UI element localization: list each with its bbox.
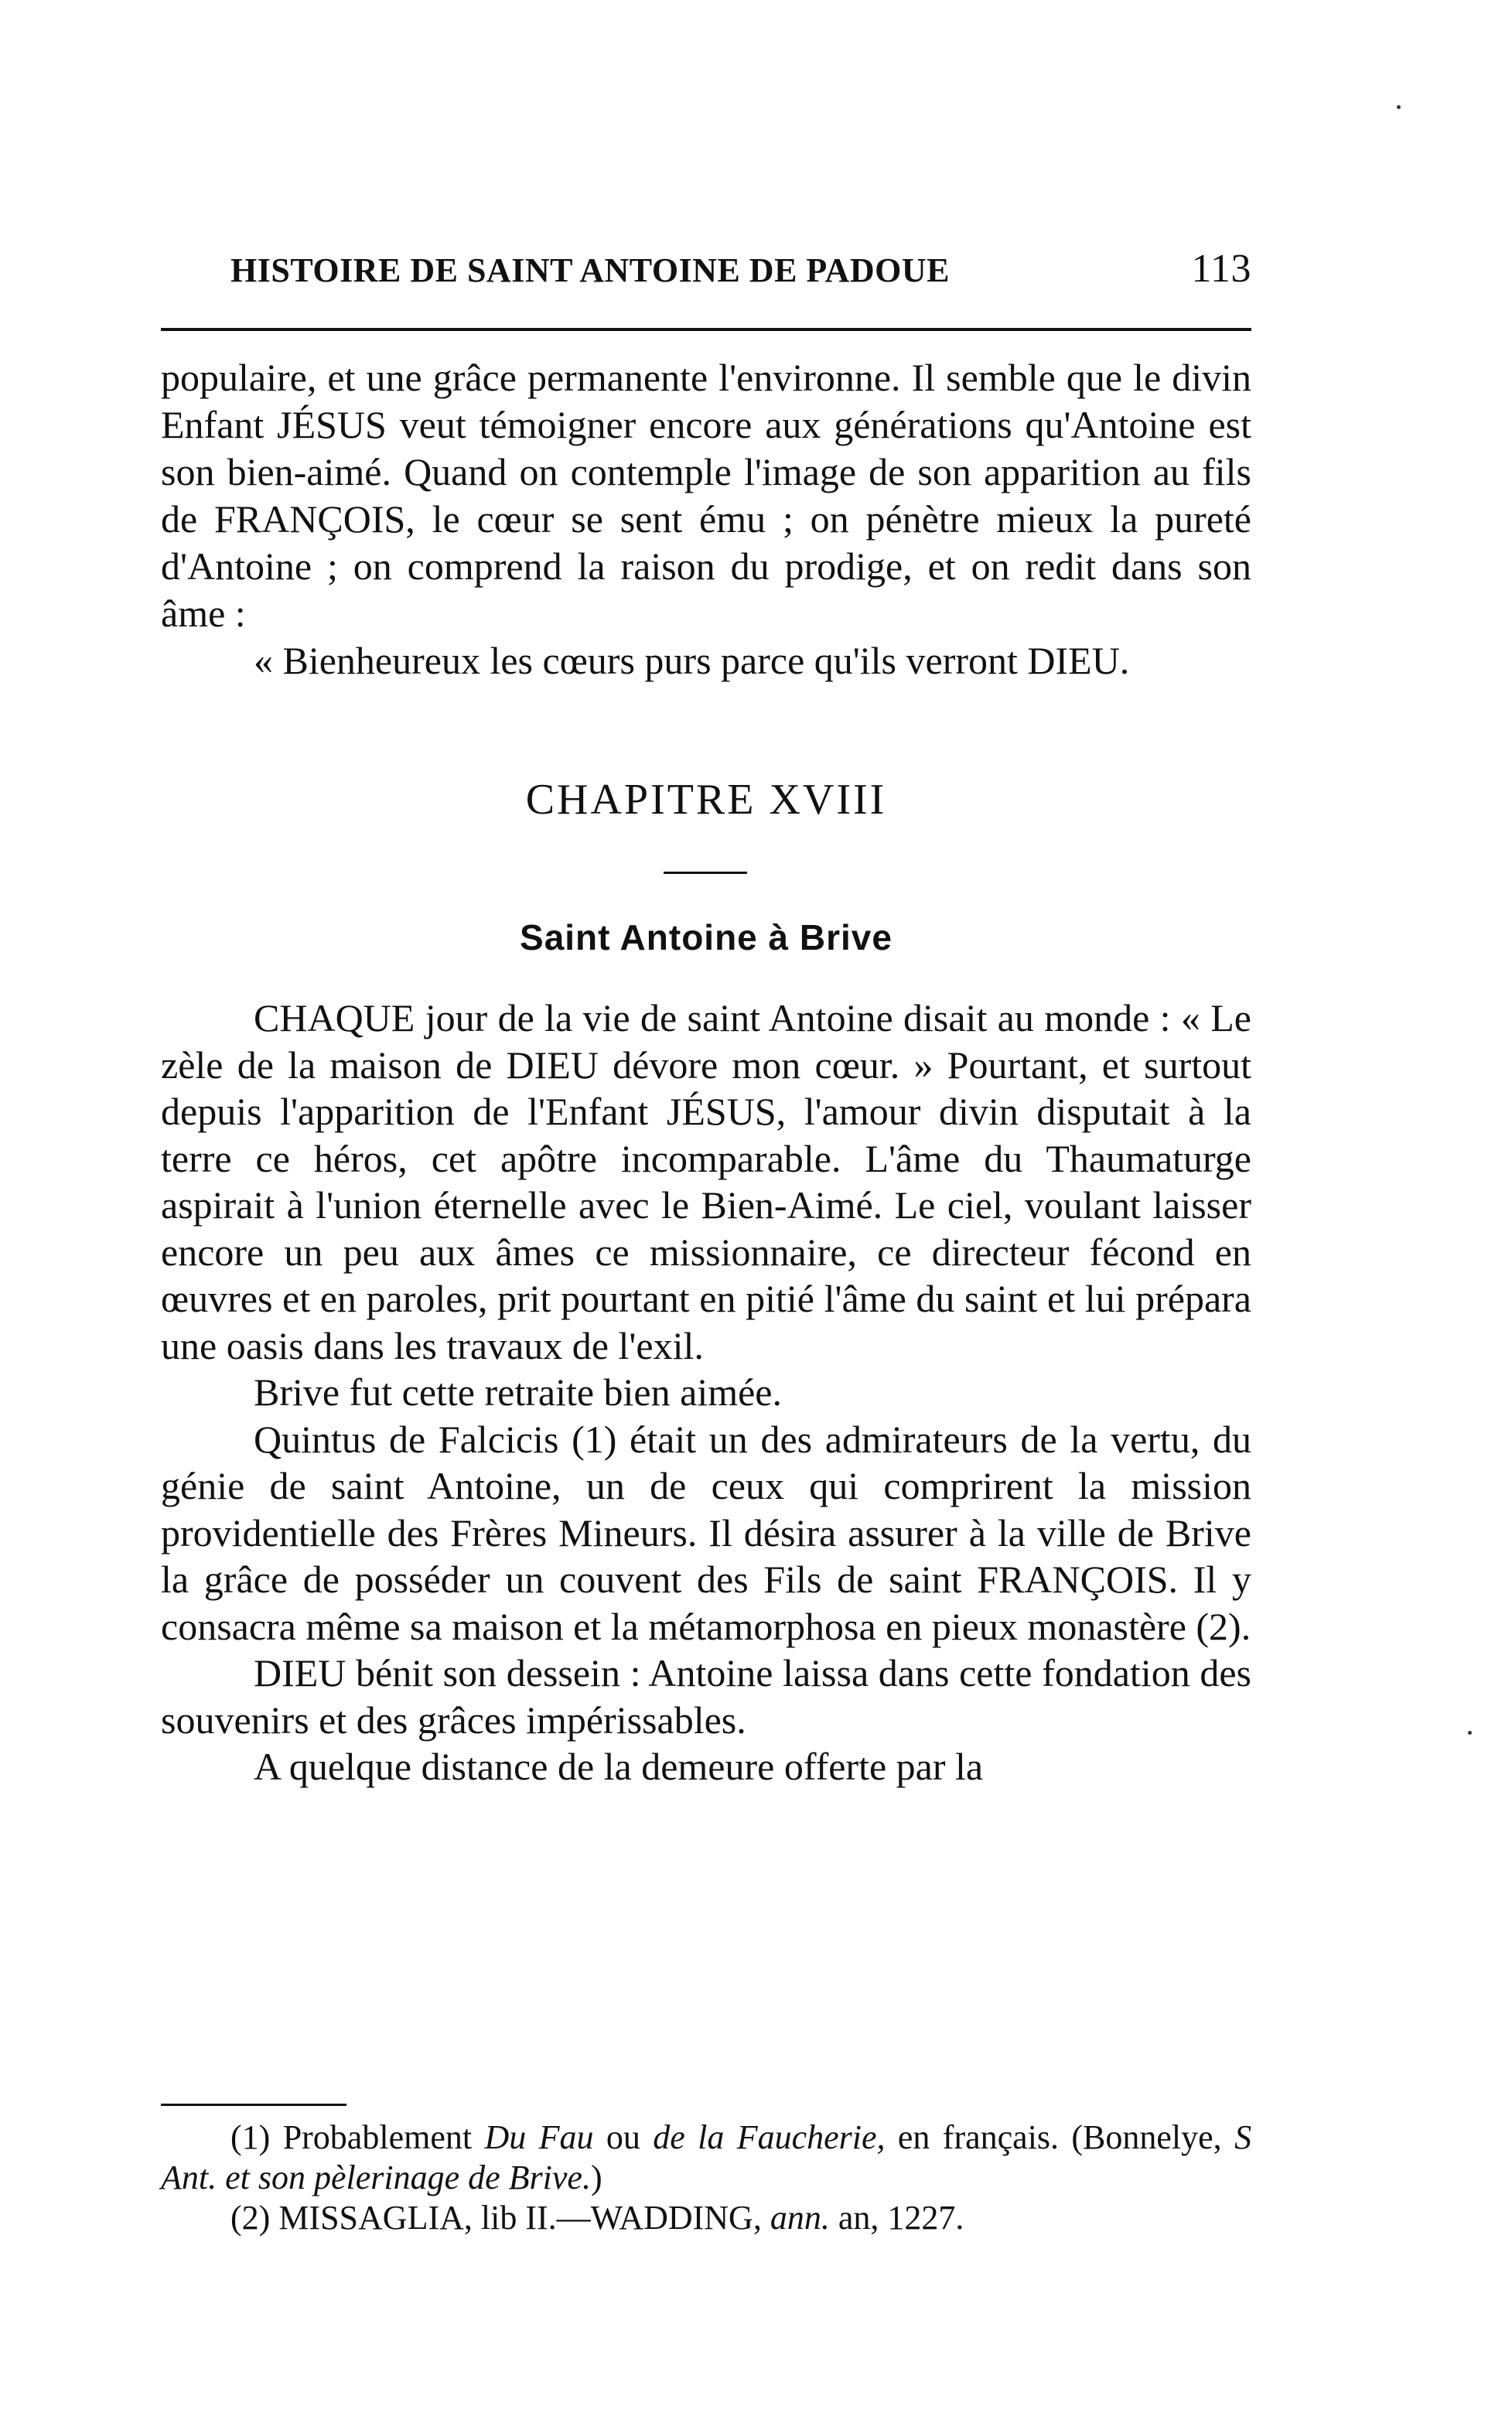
footnote-2	[161, 2198, 1251, 2238]
running-head-title: HISTOIRE DE SAINT ANTOINE DE PADOUE	[230, 251, 950, 289]
header-rule	[161, 328, 1251, 331]
body-paragraph-4: DIEU bénit son dessein : Antoine laissa dans cette fondation des souvenirs et des grâces impérissables.	[161, 1651, 1251, 1742]
continuation-text	[161, 354, 1251, 684]
footnote-2-text-b: ann.	[770, 2199, 830, 2237]
page-number: 113	[1191, 247, 1251, 291]
body-paragraph-1	[161, 995, 1251, 1369]
footnote-1-text-c: ou	[606, 2118, 640, 2156]
footnotes	[161, 2118, 1251, 2238]
continuation-paragraph: populaire, et une grâce permanente l'environne. Il semble que le divin Enfant JÉSUS veut témoigner encore aux générations qu'Antoine est son bien-aimé. Quand on contemple l'image de son apparition au fils de FRANÇOIS, le cœur se sent ému ; on pénètre mieux la pureté d'Antoine ; on comprend la raison du prodige, et on redit dans son âme :	[161, 356, 1251, 635]
scan-speck	[1397, 105, 1401, 109]
lead-word: CHAQUE	[254, 996, 415, 1039]
body-paragraph-5: A quelque distance de la demeure offerte par la	[254, 1745, 984, 1788]
chapter-heading: CHAPITRE XVIII	[525, 776, 887, 824]
chapter-rule	[664, 872, 747, 874]
footnote-1	[161, 2118, 1251, 2198]
body-paragraph-1-text: jour de la vie de saint Antoine disait au monde : « Le zèle de la maison de DIEU dévore mon cœur. » Pourtant, et surtout depuis l'apparition de l'Enfant JÉSUS, l'amour divin disputait à la terre ce héros, cet apôtre incomparable. L'âme du Thaumaturge aspirait à l'union éternelle avec le Bien-Aimé. Le ciel, voulant laisser encore un peu aux âmes ce missionnaire, ce directeur fécond en œuvres et en paroles, prit pourtant en pitié l'âme du saint et lui prépara une oasis dans les travaux de l'exil.	[161, 996, 1251, 1367]
footnote-1-text-a: Probablement	[282, 2118, 473, 2156]
footnote-1-text-f: S Ant. et son pèlerinage de Brive.	[161, 2118, 1252, 2196]
chapter-body	[161, 995, 1251, 1790]
footnote-1-text-b: Du Fau	[484, 2118, 594, 2156]
running-head	[230, 246, 1251, 292]
scan-speck	[1468, 1731, 1472, 1735]
footnote-2-text-c: an, 1227.	[838, 2199, 964, 2237]
footnote-rule	[161, 2104, 346, 2106]
chapter-subtitle: Saint Antoine à Brive	[520, 917, 893, 957]
footnote-2-marker: (2)	[230, 2199, 271, 2237]
footnote-1-marker: (1)	[230, 2118, 271, 2156]
beatitude-quote: « Bienheureux les cœurs purs parce qu'ils verront DIEU.	[254, 639, 1130, 682]
footnote-1-text-e: en français. (Bonnelye,	[897, 2118, 1222, 2156]
footnote-2-text-a: MISSAGLIA, lib II.—WADDING,	[278, 2199, 762, 2237]
footnote-1-text-g: )	[590, 2159, 602, 2196]
footnote-1-text-d: de la Faucherie,	[653, 2118, 886, 2156]
body-paragraph-3: Quintus de Falcicis (1) était un des admirateurs de la vertu, du génie de saint Antoine, un de ceux qui comprirent la mission providentielle des Frères Mineurs. Il désira assurer à la ville de Brive la grâce de posséder un couvent des Fils de saint FRANÇOIS. Il y consacra même sa maison et la métamorphosa en pieux monastère (2).	[161, 1417, 1251, 1648]
body-paragraph-2: Brive fut cette retraite bien aimée.	[254, 1370, 782, 1414]
